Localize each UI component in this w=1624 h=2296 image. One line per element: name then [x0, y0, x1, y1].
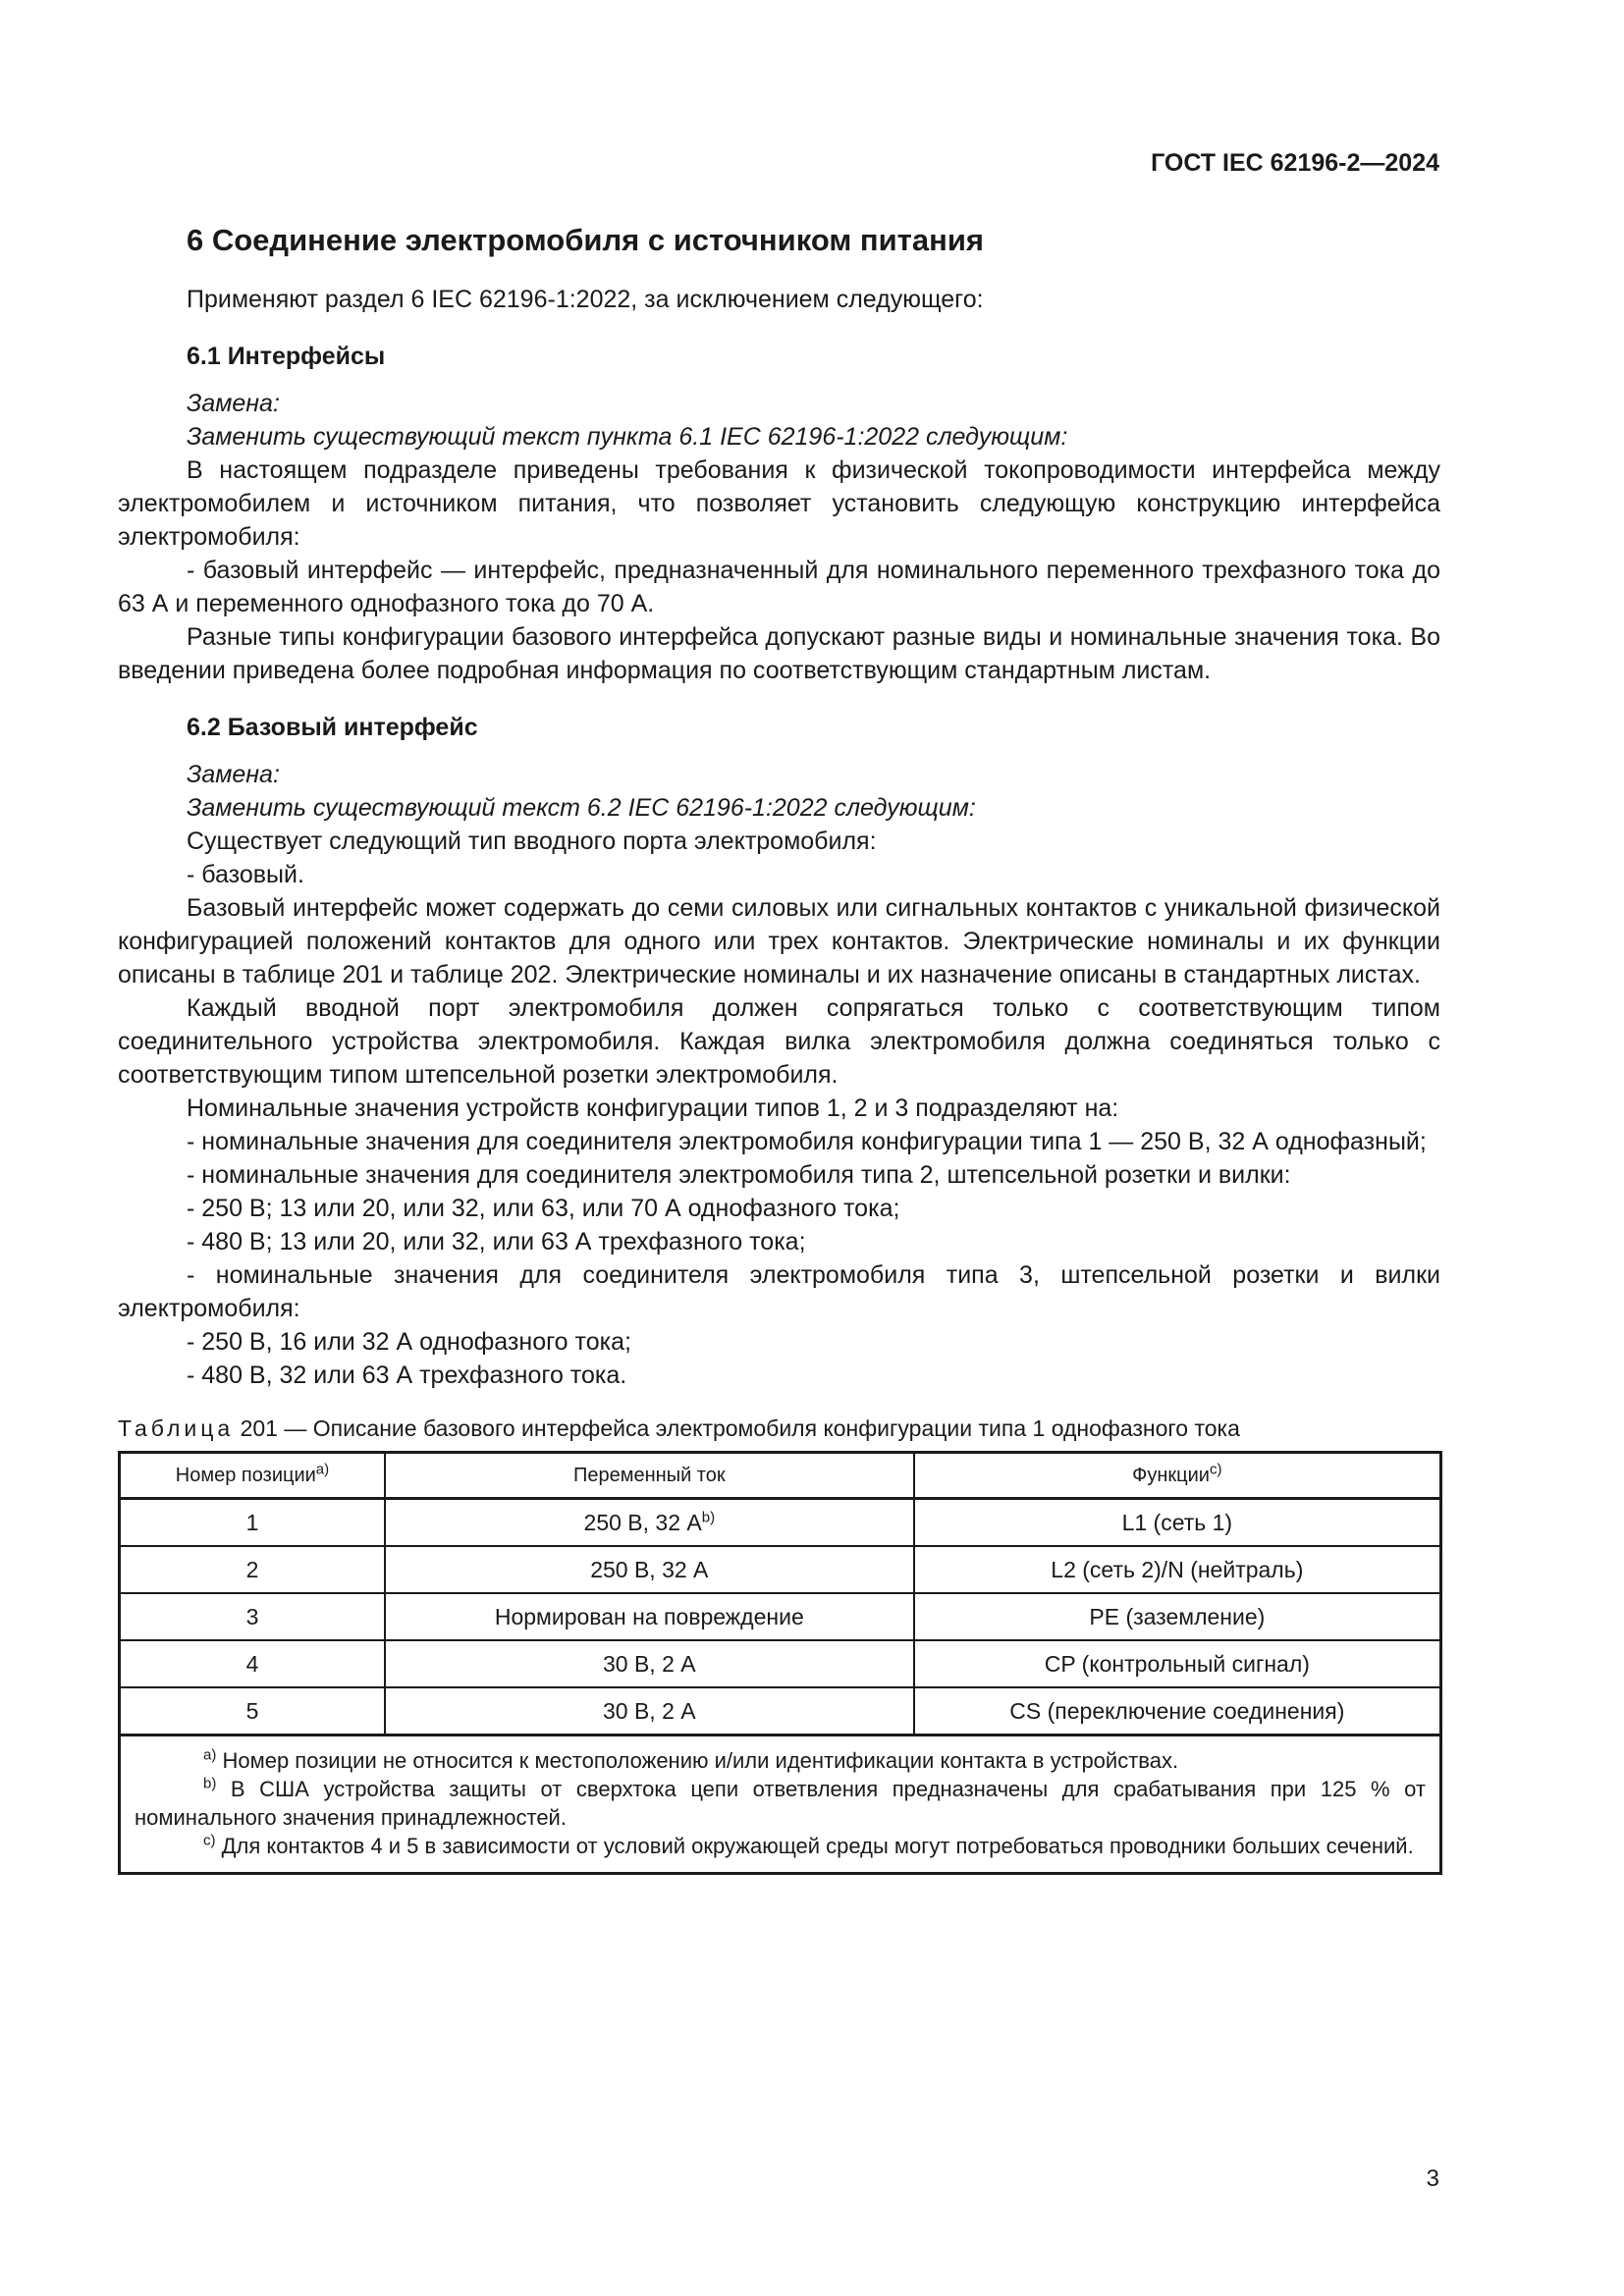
position-cell: 2 [120, 1546, 385, 1593]
paragraph: В настоящем подразделе приведены требования к физической токопроводимости интерфейса между электромобилем и источником питания, что позволяет установить следующую конструкцию интерфейса электромобиля: [118, 456, 1440, 551]
section-6-title: 6 Соединение электромобиля с источником питания [187, 223, 984, 257]
position-cell: 1 [120, 1499, 385, 1547]
function-cell: CP (контрольный сигнал) [914, 1640, 1441, 1687]
paragraph: Номинальные значения устройств конфигурации типов 1, 2 и 3 подразделяют на: [187, 1095, 1119, 1122]
position-cell: 4 [120, 1640, 385, 1687]
table-row [120, 1499, 1441, 1547]
section-6-2-title: 6.2 Базовый интерфейс [187, 714, 478, 741]
table-notes [120, 1735, 1441, 1874]
current-cell: 250 В, 32 $А^{b)}$ [385, 1499, 914, 1547]
table-footnote: $^{c)}$ Для контактов 4 и 5 в зависимости от условий окружающей среды могут потребоваться проводники больших сечений. [203, 1832, 1414, 1858]
table-row [120, 1640, 1441, 1687]
current-cell: 250 В, 32 А [385, 1546, 914, 1593]
table-notes-row [120, 1735, 1441, 1874]
paragraph: - 480 В, 32 или 63 А трехфазного тока. [187, 1362, 627, 1389]
paragraph: - 250 В; 13 или 20, или 32, или 63, или 70 А однофазного тока; [187, 1195, 900, 1222]
table-row [120, 1546, 1441, 1593]
table-row [120, 1593, 1441, 1640]
function-cell: L1 (сеть 1) [914, 1499, 1441, 1547]
paragraph: Базовый интерфейс может содержать до семи силовых или сигнальных контактов с уникальной физической конфигурацией положений контактов для одного или трех контактов. Электрические номиналы и их функции описаны в таблице 201 и таблице 202. Электрические номиналы и их назначение описаны в стандартных листах. [118, 894, 1440, 988]
paragraph: - базовый. [187, 861, 304, 888]
table-caption-text: 201 — Описание базового интерфейса электромобиля конфигурации типа 1 однофазного тока [240, 1415, 1240, 1441]
function-cell: PE (заземление) [914, 1593, 1441, 1640]
paragraph: Разные типы конфигурации базового интерфейса допускают разные виды и номинальные значения тока. Во введении приведена более подробная информация по соответствующим стандартным листам. [118, 623, 1440, 684]
table-row [120, 1687, 1441, 1735]
current-cell: 30 В, 2 А [385, 1640, 914, 1687]
paragraph: - номинальные значения для соединителя электромобиля типа 3, штепсельной розетки и вилки электромобиля: [118, 1261, 1440, 1322]
page-content [118, 224, 1440, 1875]
position-cell: 5 [120, 1687, 385, 1735]
document-code: ГОСТ IEC 62196-2—2024 [1151, 149, 1439, 177]
table-caption-word: Таблица [118, 1415, 235, 1441]
paragraph: - базовый интерфейс — интерфейс, предназначенный для номинального переменного трехфазного тока до 63 А и переменного однофазного тока до 70 А. [118, 557, 1440, 617]
function-cell: L2 (сеть 2)/N (нейтраль) [914, 1546, 1441, 1593]
column-header: Функции$^{c)}$ [914, 1453, 1441, 1499]
table-footnote: $^{b)}$ В США устройства защиты от сверхтока цепи ответвления предназначены для срабатывания при 125 % от номинального значения принадлежностей. [135, 1775, 1426, 1830]
current-cell: 30 В, 2 А [385, 1687, 914, 1735]
current-cell: Нормирован на повреждение [385, 1593, 914, 1640]
replace-label: Замена: [187, 390, 280, 417]
replace-instruction: Заменить существующий текст 6.2 IEC 62196-1:2022 следующим: [187, 794, 976, 822]
position-cell: 3 [120, 1593, 385, 1640]
column-header: Номер позиции$^{a)}$ [120, 1453, 385, 1499]
section-6-1-title: 6.1 Интерфейсы [187, 343, 386, 370]
page-number: 3 [1426, 2165, 1439, 2192]
table-footnote: $^{a)}$ Номер позиции не относится к местоположению и/или идентификации контакта в устройствах. [203, 1746, 1179, 1773]
replace-instruction: Заменить существующий текст пункта 6.1 IEC 62196-1:2022 следующим: [187, 423, 1068, 451]
paragraph: Каждый вводной порт электромобиля должен сопрягаться только с соответствующим типом соединительного устройства электромобиля. Каждая вилка электромобиля должна соединяться только с соответствующим типом штепсельной розетки электромобиля. [118, 994, 1440, 1089]
table-caption [118, 1414, 1440, 1443]
function-cell: CS (переключение соединения) [914, 1687, 1441, 1735]
paragraph: - 480 В; 13 или 20, или 32, или 63 А трехфазного тока; [187, 1228, 806, 1255]
paragraph: Существует следующий тип вводного порта электромобиля: [187, 828, 877, 855]
paragraph: - номинальные значения для соединителя электромобиля конфигурации типа 1 — 250 В, 32 А однофазный; [187, 1128, 1427, 1155]
column-header: Переменный ток [385, 1453, 914, 1499]
paragraph: - номинальные значения для соединителя электромобиля типа 2, штепсельной розетки и вилки: [187, 1161, 1291, 1189]
table-header-row [120, 1453, 1441, 1499]
replace-label: Замена: [187, 761, 280, 788]
table-201 [118, 1451, 1442, 1875]
section-6-intro: Применяют раздел 6 IEC 62196-1:2022, за исключением следующего: [187, 286, 984, 313]
paragraph: - 250 В, 16 или 32 А однофазного тока; [187, 1328, 631, 1356]
